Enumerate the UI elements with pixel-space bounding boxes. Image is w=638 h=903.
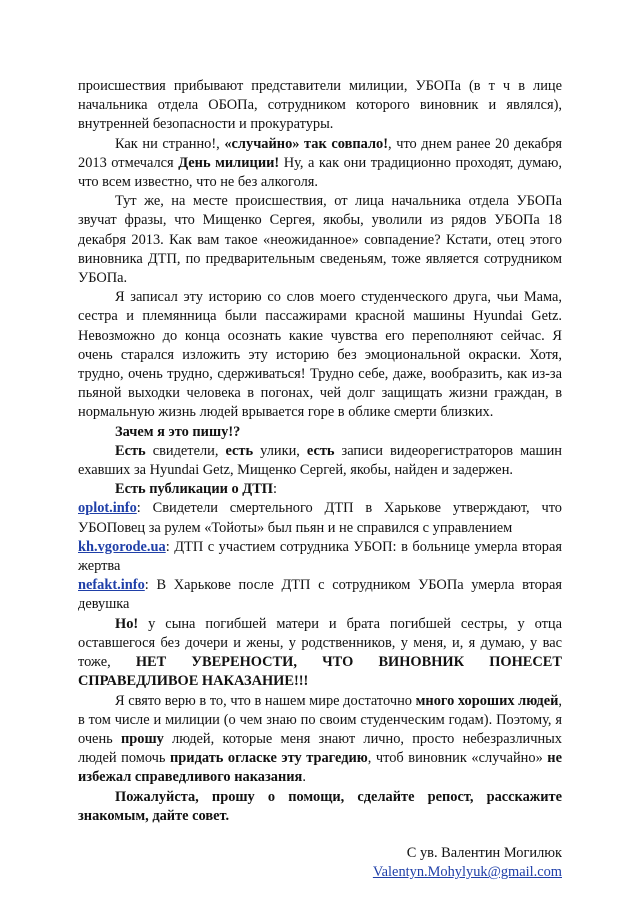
text-span: людей, которые меня знают лично, просто небезразличных людей помочь (78, 730, 563, 767)
text-span: : (273, 481, 277, 498)
text-span: Ну, а как они традиционно проходят, думаю, что всем известно, что не без алкоголя. (78, 154, 562, 191)
paragraph-evidence (78, 442, 562, 480)
publication-text: : В Харькове после ДТП с сотрудником УБОПа умерла вторая девушка (78, 577, 562, 613)
text-span: Как ни странно!, (115, 135, 225, 152)
publication-link-vgorode[interactable]: kh.vgorode.ua (78, 538, 166, 555)
bold-span: День милиции! (178, 154, 280, 171)
bold-span: прошу (120, 730, 164, 747)
paragraph-3: Тут же, на месте происшествия, от лица начальника отдела УБОПа звучат фразы, что Мищенко Сергея, якобы, уволили из рядов УБОПа 18 декабря 2013. Как вам такое «неожиданное» совпадение? Кстати, отец этого виновника ДТП, по предварительным сведеньям, тоже является сотрудником УБОПа. (78, 193, 562, 287)
paragraph-request (78, 788, 562, 826)
publication-item (78, 499, 562, 537)
text-span: , чтоб виновник «случайно» (367, 750, 548, 767)
text-span: записи видеорегистраторов машин ехавших за Hyundai Getz, Мищенко Сергей, якобы, найден и задержен. (78, 442, 562, 479)
text-span: Я свято верю в то, что в нашем мире достаточно (115, 692, 416, 709)
section-heading-why (78, 423, 562, 442)
bold-span: «случайно» так совпало! (224, 135, 389, 152)
paragraph-uncertainty (78, 615, 562, 692)
bold-span: Зачем я это пишу!? (115, 423, 241, 440)
publication-text: : Свидетели смертельного ДТП в Харькове утверждают, что УБОПовец за рулем «Тойоты» был пьян и не справился с управлением (78, 500, 562, 536)
signature-email-link[interactable]: Valentyn.Mohylyuk@gmail.com (372, 864, 562, 881)
bold-span: много хороших людей (415, 692, 559, 709)
signature-name: С ув. Валентин Могилюк (406, 844, 562, 861)
publication-text: : ДТП с участием сотрудника УБОП: в больнице умерла вторая жертва (78, 538, 562, 575)
paragraph-2 (78, 135, 562, 193)
text-span: , в том числе и милиции (о чем знаю по своим студенческим годам). Поэтому, я очень (78, 692, 562, 747)
publication-item (78, 538, 562, 576)
bold-span: Есть (115, 442, 146, 459)
text-span: . (302, 769, 306, 786)
bold-span: есть (225, 442, 254, 459)
text-span: улики, (253, 442, 307, 459)
bold-span: Есть публикации о ДТП (115, 481, 273, 498)
bold-span: Но! (115, 615, 139, 632)
publications-heading (78, 480, 562, 499)
bold-span: не избежал справедливого наказания (78, 750, 562, 786)
text-span: у сына погибшей матери и брата погибшей сестры, у отца оставшегося без дочери и жены, у родственников, у меня, и, я думаю, у вас тоже, (78, 615, 562, 671)
paragraph-4: Я записал эту историю со слов моего студенческого друга, чьи Мама, сестра и племянница были пассажирами красной машины Hyundai Getz. Невозможно до конца осознать какие чувства его переполняют сейчас. Я очень старался изложить эту историю без эмоциональной окраски. Хотя, трудно, очень трудно, сдерживаться! Трудно себе, даже, вообразить, как из-за пьяной выходки человека в погонах, чей долг защищать жизни граждан, в нормальную жизнь людей врывается горе в облике смерти близких. (78, 289, 562, 421)
publication-link-nefakt[interactable]: nefakt.info (78, 577, 145, 594)
paragraph-appeal (78, 692, 562, 788)
text-span: свидетели, (145, 442, 226, 459)
publication-item (78, 576, 562, 614)
text-span: , что днем ранее 20 декабря 2013 отмечался (78, 135, 563, 171)
bold-span: придать огласке эту трагедию (170, 750, 368, 767)
paragraph-1: происшествия прибывают представители милиции, УБОПа (в т ч в лице начальника отдела ОБОПа, сотрудником которого виновник и являлся), внутренней безопасности и прокуратуры. (78, 78, 562, 133)
bold-span: Пожалуйста, прошу о помощи, сделайте репост, расскажите знакомым, дайте совет. (78, 788, 562, 824)
bold-span: НЕТ УВЕРЕНОСТИ, ЧТО ВИНОВНИК ПОНЕСЕТ СПРАВЕДЛИВОЕ НАКАЗАНИЕ!!! (78, 654, 562, 690)
bold-span: есть (306, 442, 335, 459)
publication-link-oplot[interactable]: oplot.info (78, 500, 137, 517)
signature-block (78, 844, 562, 882)
